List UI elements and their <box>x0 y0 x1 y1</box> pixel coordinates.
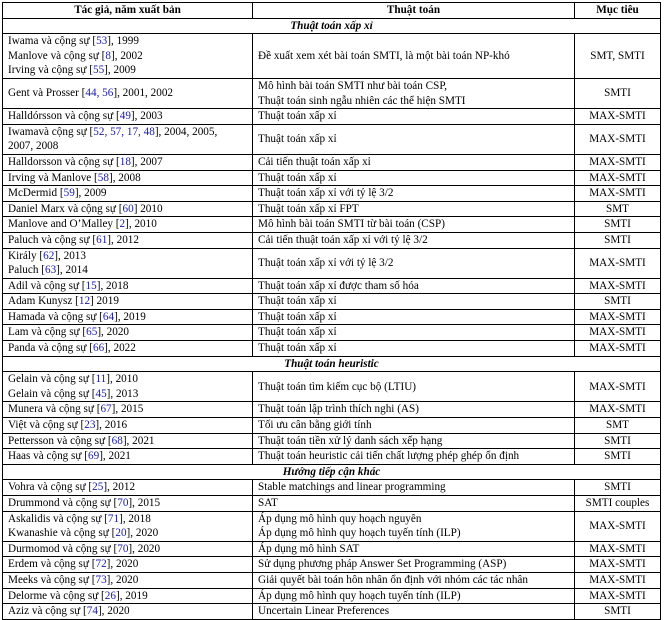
author-text: Delorme và cộng sự [ <box>8 589 105 602</box>
authors-cell <box>3 278 253 294</box>
citation-link[interactable]: 64 <box>102 310 115 323</box>
algorithm-cell <box>253 496 575 512</box>
citation-link[interactable]: 12 <box>78 295 91 308</box>
target-cell: SMTI <box>575 433 661 449</box>
author-text: Iwamavà cộng sự [ <box>8 125 94 138</box>
author-text: Kwanashie và cộng sự [ <box>8 527 116 540</box>
algorithm-cell <box>253 170 575 186</box>
algorithm-cell <box>253 402 575 418</box>
algorithm-cell <box>253 341 575 357</box>
author-text: ], 2019 <box>114 310 146 323</box>
author-line <box>8 512 247 527</box>
algorithm-text: Thuật toán tìm kiếm cục bộ (LTIU) <box>258 380 417 393</box>
algorithm-cell <box>253 294 575 310</box>
table-body <box>3 18 661 619</box>
algorithm-cell <box>253 34 575 79</box>
authors-cell <box>3 496 253 512</box>
table-row <box>3 511 661 541</box>
citation-link[interactable]: 59 <box>63 187 75 200</box>
author-text: ], 2001, 2002 <box>113 87 174 100</box>
author-text: ], 2014 <box>56 264 88 277</box>
author-line <box>8 418 247 433</box>
algorithm-text: Giải quyết bài toán hôn nhân ổn định với nhóm các tác nhân <box>258 573 528 586</box>
section-title: Thuật toán xấp xỉ <box>3 18 661 34</box>
author-line <box>8 573 247 588</box>
table-row <box>3 248 661 278</box>
section-title: Hướng tiếp cận khác <box>3 464 661 480</box>
author-line <box>8 217 247 232</box>
author-line <box>8 171 247 186</box>
author-line <box>8 310 247 325</box>
target-cell: SMTI <box>575 78 661 108</box>
algorithm-cell <box>253 418 575 434</box>
author-text: Vohra và cộng sự [ <box>8 481 93 494</box>
algorithm-cell <box>253 449 575 465</box>
author-text: Durmomod và cộng sự [ <box>8 542 118 555</box>
table-row <box>3 109 661 125</box>
algorithm-text: Thuật toán xấp xỉ được tham số hóa <box>258 279 419 292</box>
citation-link[interactable]: 18 <box>119 155 131 168</box>
target-cell: MAX-SMTI <box>575 372 661 402</box>
author-text: ], 2022 <box>104 342 136 355</box>
algorithm-cell <box>253 604 575 620</box>
table-row <box>3 449 661 465</box>
citation-link[interactable]: 62 <box>43 249 55 262</box>
author-line <box>8 387 247 402</box>
author-text: ], 2018 <box>96 279 129 292</box>
authors-cell <box>3 325 253 341</box>
algorithm-cell <box>253 309 575 325</box>
author-text: Pettersson và cộng sự [ <box>8 434 112 447</box>
citation-link[interactable]: 20 <box>115 527 127 540</box>
algorithm-cell <box>253 511 575 541</box>
author-line <box>8 186 247 201</box>
algorithm-cell <box>253 109 575 125</box>
table-row <box>3 124 661 154</box>
author-text: Aziz và cộng sự [ <box>8 605 87 618</box>
citation-link[interactable]: 25 <box>92 481 104 494</box>
author-text: ], 2010 <box>125 218 157 231</box>
algorithm-text: Tối ưu cân bằng giới tính <box>258 419 372 432</box>
author-text: ], 2010 <box>106 373 138 386</box>
table-row <box>3 496 661 512</box>
citation-link[interactable]: 63 <box>44 264 57 277</box>
author-text: Gelain và cộng sự [ <box>8 387 96 400</box>
author-text: Iwama và cộng sự [ <box>8 35 97 48</box>
citation-link[interactable]: 70 <box>117 497 129 509</box>
citation-link[interactable]: 74 <box>86 605 98 618</box>
citation-link[interactable]: 68 <box>111 434 123 447</box>
authors-cell <box>3 604 253 620</box>
section-row <box>3 18 661 34</box>
target-cell: SMTI <box>575 480 661 496</box>
author-text: ], 2013 <box>106 387 139 400</box>
author-line <box>8 604 247 619</box>
table-row <box>3 433 661 449</box>
citation-link[interactable]: 44, 56 <box>85 87 114 100</box>
author-text: Halldorsson và cộng sự [ <box>8 155 120 168</box>
authors-cell <box>3 511 253 541</box>
authors-cell <box>3 541 253 557</box>
author-line <box>8 480 247 495</box>
citation-link[interactable]: 70 <box>117 542 129 555</box>
author-text: ] 2019 <box>90 295 119 308</box>
algorithm-text: Áp dụng mô hình quy hoạch tuyến tính (ILP) <box>258 527 461 540</box>
author-line <box>8 86 247 101</box>
algorithm-text: Thuật toán xấp xỉ <box>258 171 337 184</box>
authors-cell <box>3 109 253 125</box>
citation-link[interactable]: 45 <box>95 387 107 400</box>
author-line <box>8 34 247 49</box>
section-row <box>3 356 661 372</box>
author-text: ] 2010 <box>133 202 163 215</box>
algorithm-text: Đề xuất xem xét bài toán SMTI, là một bài toán NP-khó <box>258 49 510 62</box>
algorithm-text: Áp dụng mô hình quy hoạch tuyến tính (ILP) <box>258 589 461 602</box>
author-text: ], 2009 <box>104 64 136 77</box>
target-cell: MAX-SMTI <box>575 278 661 294</box>
table-row <box>3 604 661 620</box>
algorithm-cell <box>253 588 575 604</box>
table-row <box>3 588 661 604</box>
author-text: Irving và Manlove [ <box>8 171 98 184</box>
author-text: Adam Kunysz [ <box>8 295 79 308</box>
algorithm-text: Thuật toán heuristic cải tiến chất lượng phép ghép ổn định <box>258 450 520 463</box>
citation-link[interactable]: 72 <box>95 558 107 571</box>
citation-link[interactable]: 26 <box>104 589 116 602</box>
authors-cell <box>3 372 253 402</box>
authors-cell <box>3 418 253 434</box>
target-cell: SMT <box>575 201 661 217</box>
authors-cell <box>3 557 253 573</box>
algorithm-text: Cải tiến thuật toán xấp xỉ <box>258 155 371 168</box>
table-row <box>3 201 661 217</box>
author-text: Munera và cộng sự [ <box>8 403 101 416</box>
author-text: Paluch [ <box>8 264 45 277</box>
target-cell: SMTI <box>575 449 661 465</box>
authors-cell <box>3 217 253 233</box>
table-row <box>3 402 661 418</box>
author-text: ], 1999 <box>107 35 139 48</box>
authors-cell <box>3 78 253 108</box>
algorithm-text: Thuật toán xấp xỉ <box>258 295 337 308</box>
algorithm-cell <box>253 78 575 108</box>
target-cell: MAX-SMTI <box>575 124 661 154</box>
author-text: Gelain và cộng sự [ <box>8 373 96 386</box>
author-text: Halldórsson và cộng sự [ <box>8 110 120 123</box>
target-cell: MAX-SMTI <box>575 248 661 278</box>
table-row <box>3 325 661 341</box>
target-cell: MAX-SMTI <box>575 557 661 573</box>
author-text: Adil và cộng sự [ <box>8 279 86 292</box>
author-line <box>8 325 247 340</box>
author-text: Askalidis và cộng sự [ <box>8 512 108 525</box>
algorithm-text: Uncertain Linear Preferences <box>258 605 390 618</box>
authors-cell <box>3 232 253 248</box>
author-text: Paluch và cộng sự [ <box>8 233 97 246</box>
citation-link[interactable]: 2 <box>119 218 126 231</box>
authors-cell <box>3 433 253 449</box>
author-text: Panda và cộng sự [ <box>8 342 93 355</box>
algorithm-text: SAT <box>258 497 278 509</box>
authors-cell <box>3 124 253 154</box>
table-row <box>3 170 661 186</box>
table-row <box>3 217 661 233</box>
author-text: ], 2019 <box>115 589 148 602</box>
algorithm-cell <box>253 325 575 341</box>
author-line <box>8 279 247 294</box>
author-text: Gent và Prosser [ <box>8 87 86 100</box>
table-row <box>3 572 661 588</box>
author-text: ], 2013 <box>54 249 86 262</box>
author-line <box>8 434 247 449</box>
author-text: McDermid [ <box>8 187 64 200</box>
algorithm-text: Áp dụng mô hình SAT <box>258 542 360 555</box>
table-row <box>3 232 661 248</box>
target-cell: MAX-SMTI <box>575 309 661 325</box>
algorithm-cell <box>253 572 575 588</box>
author-text: Hamada và cộng sự [ <box>8 310 103 323</box>
table-row <box>3 372 661 402</box>
citation-link[interactable]: 73 <box>95 573 107 586</box>
author-text: ], 2015 <box>128 497 161 509</box>
citation-link[interactable]: 65 <box>86 326 98 339</box>
author-text: ], 2020 <box>97 605 130 618</box>
algorithm-cell <box>253 541 575 557</box>
algorithm-text: Áp dụng mô hình quy hoạch nguyên <box>258 512 422 525</box>
author-text: ], 2020 <box>106 573 139 586</box>
algorithm-cell <box>253 433 575 449</box>
table-row <box>3 309 661 325</box>
table-row <box>3 541 661 557</box>
author-text: Király [ <box>8 249 44 262</box>
citation-link[interactable]: 55 <box>92 64 105 77</box>
authors-cell <box>3 201 253 217</box>
citation-link[interactable]: 67 <box>100 403 112 416</box>
algorithm-text: Thuật toán xấp xỉ <box>258 342 337 355</box>
author-text: ], 2012 <box>107 233 139 246</box>
author-line <box>8 526 247 541</box>
algorithm-cell <box>253 278 575 294</box>
author-line <box>8 233 247 248</box>
algorithm-text: Mô hình bài toán SMTI từ bài toán (CSP) <box>258 218 445 231</box>
citation-link[interactable]: 58 <box>97 171 109 184</box>
citation-link[interactable]: 52, 57, 17, 48 <box>93 125 155 138</box>
target-cell: SMTI <box>575 217 661 233</box>
section-row <box>3 464 661 480</box>
author-line <box>8 249 247 264</box>
citation-link[interactable]: 11 <box>95 373 107 386</box>
author-text: Haas và cộng sự [ <box>8 450 89 463</box>
authors-cell <box>3 402 253 418</box>
algorithm-cell <box>253 557 575 573</box>
citation-link[interactable]: 49 <box>119 110 131 123</box>
author-line <box>8 557 247 572</box>
author-text: Manlove và cộng sự [ <box>8 49 106 62</box>
section-title: Thuật toán heuristic <box>3 356 661 372</box>
author-text: Irving và cộng sự [ <box>8 64 93 77</box>
algorithm-cell <box>253 124 575 154</box>
citation-link[interactable]: 69 <box>88 450 100 463</box>
author-text: ], 2021 <box>122 434 155 447</box>
author-text: ], 2016 <box>95 419 128 432</box>
author-line <box>8 202 247 217</box>
algorithm-cell <box>253 201 575 217</box>
author-text: ], 2012 <box>103 481 136 494</box>
author-text: ], 2018 <box>119 512 151 525</box>
target-cell: MAX-SMTI <box>575 541 661 557</box>
author-line <box>8 125 247 140</box>
literature-table <box>2 2 661 620</box>
author-line <box>8 542 247 557</box>
target-cell: SMT <box>575 418 661 434</box>
authors-cell <box>3 480 253 496</box>
author-text: ], 2020 <box>128 542 161 555</box>
algorithm-text: Sử dụng phương pháp Answer Set Programming (ASP) <box>258 558 507 571</box>
authors-cell <box>3 449 253 465</box>
algorithm-text: Thuật toán xấp xỉ FPT <box>258 202 359 215</box>
author-text: ], 2020 <box>97 326 130 339</box>
algorithm-text: Thuật toán xấp xỉ <box>258 310 337 323</box>
author-text: Daniel Marx và cộng sự [ <box>8 202 123 215</box>
target-cell: MAX-SMTI <box>575 572 661 588</box>
algorithm-text: Mô hình bài toán SMTI như bài toán CSP, <box>258 79 448 92</box>
authors-cell <box>3 294 253 310</box>
algorithm-cell <box>253 217 575 233</box>
table-row <box>3 186 661 202</box>
algorithm-text: Thuật toán xấp xỉ <box>258 110 337 123</box>
author-line <box>8 341 247 356</box>
author-line <box>8 294 247 309</box>
author-text: ], 2002 <box>111 49 143 62</box>
algorithm-text: Thuật toán lập trình thích nghi (AS) <box>258 403 419 416</box>
target-cell: MAX-SMTI <box>575 511 661 541</box>
citation-link[interactable]: 71 <box>107 512 120 525</box>
target-cell: SMTI couples <box>575 496 661 512</box>
author-line <box>8 109 247 124</box>
authors-cell <box>3 572 253 588</box>
authors-cell <box>3 248 253 278</box>
algorithm-cell <box>253 480 575 496</box>
algorithm-cell <box>253 232 575 248</box>
target-cell: SMTI <box>575 294 661 310</box>
algorithm-text: Thuật toán xấp xỉ <box>258 133 337 146</box>
author-text: ], 2021 <box>99 450 131 463</box>
author-text: Manlove and O’Malley [ <box>8 218 120 231</box>
target-cell: SMTI <box>575 604 661 620</box>
header-algorithm: Thuật toán <box>253 3 575 19</box>
table-row <box>3 418 661 434</box>
authors-cell <box>3 154 253 170</box>
algorithm-cell <box>253 248 575 278</box>
author-text: ], 2009 <box>74 187 107 200</box>
table-row <box>3 557 661 573</box>
citation-link[interactable]: 15 <box>85 279 97 292</box>
author-text: Meeks và cộng sự [ <box>8 573 96 586</box>
authors-cell <box>3 186 253 202</box>
authors-cell <box>3 309 253 325</box>
author-text: Drummond và cộng sự [ <box>8 497 118 509</box>
target-cell: MAX-SMTI <box>575 170 661 186</box>
authors-cell <box>3 588 253 604</box>
target-cell: MAX-SMTI <box>575 325 661 341</box>
author-line <box>8 139 247 154</box>
citation-link[interactable]: 53 <box>96 35 108 48</box>
author-text: ], 2020 <box>126 527 159 540</box>
author-line <box>8 49 247 64</box>
algorithm-cell <box>253 154 575 170</box>
author-text: ], 2007 <box>130 155 163 168</box>
algorithm-text: Cải tiến thuật toán xấp xỉ với tỷ lệ 3/2 <box>258 233 428 246</box>
author-text: ], 2003 <box>130 110 163 123</box>
table-row <box>3 154 661 170</box>
header-target: Mục tiêu <box>575 3 661 19</box>
table-row <box>3 480 661 496</box>
algorithm-text: Thuật toán xấp xỉ với tỷ lệ 3/2 <box>258 256 394 269</box>
table-row <box>3 341 661 357</box>
author-text: Việt và cộng sự [ <box>8 419 85 432</box>
citation-link[interactable]: 8 <box>105 49 111 62</box>
author-line <box>8 263 247 278</box>
citation-link[interactable]: 66 <box>92 342 105 355</box>
table-row <box>3 34 661 79</box>
algorithm-text: Thuật toán tiền xử lý danh sách xếp hạng <box>258 434 443 447</box>
algorithm-text: Thuật toán xấp xỉ <box>258 326 337 339</box>
target-cell: SMTI <box>575 232 661 248</box>
citation-link[interactable]: 61 <box>96 233 108 246</box>
header-authors: Tác giả, năm xuất bản <box>3 3 253 19</box>
target-cell: MAX-SMTI <box>575 341 661 357</box>
citation-link[interactable]: 60 <box>122 202 134 215</box>
target-cell: MAX-SMTI <box>575 154 661 170</box>
author-text: ], 2008 <box>108 171 141 184</box>
target-cell: MAX-SMTI <box>575 186 661 202</box>
algorithm-text: Thuật toán xấp xỉ với tỷ lệ 3/2 <box>258 187 394 200</box>
author-line <box>8 63 247 78</box>
authors-cell <box>3 170 253 186</box>
author-line <box>8 402 247 417</box>
author-text: Erdem và cộng sự [ <box>8 558 96 571</box>
algorithm-text: Thuật toán sinh ngẫu nhiên các thể hiện SMTI <box>258 94 466 107</box>
citation-link[interactable]: 23 <box>84 419 96 432</box>
target-cell: SMT, SMTI <box>575 34 661 79</box>
author-line <box>8 496 247 511</box>
algorithm-cell <box>253 186 575 202</box>
author-line <box>8 449 247 464</box>
author-text: ], 2004, 2005, <box>154 125 218 138</box>
target-cell: MAX-SMTI <box>575 402 661 418</box>
algorithm-text: Stable matchings and linear programming <box>258 481 446 494</box>
target-cell: MAX-SMTI <box>575 109 661 125</box>
target-cell: MAX-SMTI <box>575 588 661 604</box>
algorithm-cell <box>253 372 575 402</box>
table-row <box>3 278 661 294</box>
author-text: Lam và cộng sự [ <box>8 326 87 339</box>
authors-cell <box>3 34 253 79</box>
author-line <box>8 372 247 387</box>
table-row <box>3 294 661 310</box>
header-row <box>3 3 661 19</box>
authors-cell <box>3 341 253 357</box>
author-text: 2007, 2008 <box>8 140 59 153</box>
author-text: ], 2015 <box>111 403 144 416</box>
author-line <box>8 155 247 170</box>
table-row <box>3 78 661 108</box>
author-line <box>8 589 247 604</box>
author-text: ], 2020 <box>106 558 139 571</box>
